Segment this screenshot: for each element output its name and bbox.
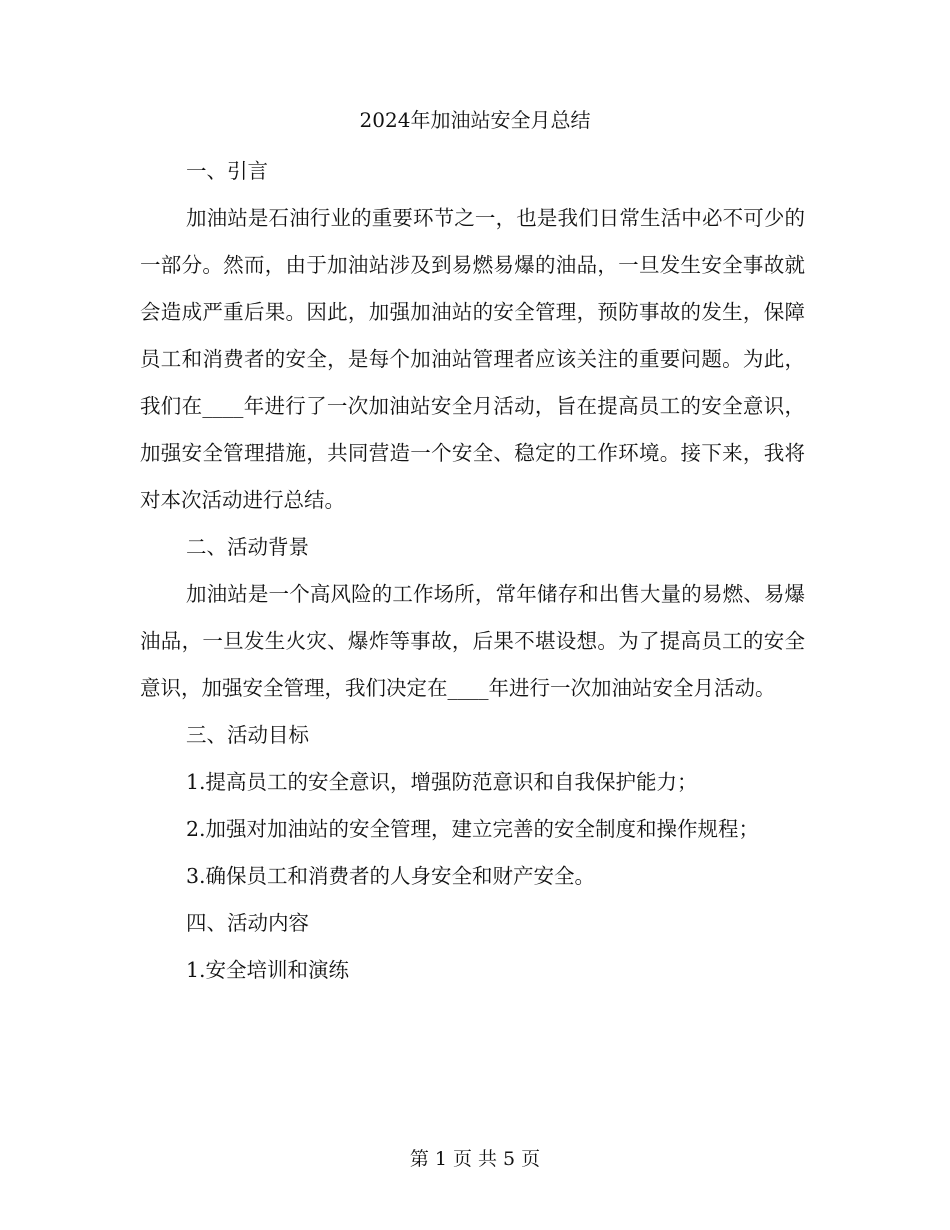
document-body: [140, 148, 805, 994]
paragraph-background: 加油站是一个高风险的工作场所，常年储存和出售大量的易燃、易爆油品，一旦发生火灾、爆炸等事故，后果不堪设想。为了提高员工的安全意识，加强安全管理，我们决定在____年进行一次加油站安全月活动。: [140, 582, 805, 700]
paragraph-introduction: 加油站是石油行业的重要环节之一，也是我们日常生活中必不可少的一部分。然而，由于加油站涉及到易燃易爆的油品，一旦发生安全事故就会造成严重后果。因此，加强加油站的安全管理，预防事故的发生，保障员工和消费者的安全，是每个加油站管理者应该关注的重要问题。为此，我们在____年进行了一次加油站安全月活动，旨在提高员工的安全意识，加强安全管理措施，共同营造一个安全、稳定的工作环境。接下来，我将对本次活动进行总结。: [140, 206, 805, 512]
heading-introduction: 一、引言: [186, 159, 268, 183]
heading-goals: 三、活动目标: [186, 723, 309, 747]
document-title: 2024年加油站安全月总结: [359, 108, 591, 132]
list-item-content-1: 1.安全培训和演练: [186, 958, 350, 982]
heading-activity-content: 四、活动内容: [186, 911, 309, 935]
list-item-goal-2: 2.加强对加油站的安全管理，建立完善的安全制度和操作规程；: [186, 817, 760, 841]
list-item-goal-1: 1.提高员工的安全意识，增强防范意识和自我保护能力；: [186, 770, 698, 794]
heading-background: 二、活动背景: [186, 535, 309, 559]
list-item-goal-3: 3.确保员工和消费者的人身安全和财产安全。: [186, 864, 596, 888]
page-footer: 第 1 页 共 5 页: [409, 1148, 541, 1170]
